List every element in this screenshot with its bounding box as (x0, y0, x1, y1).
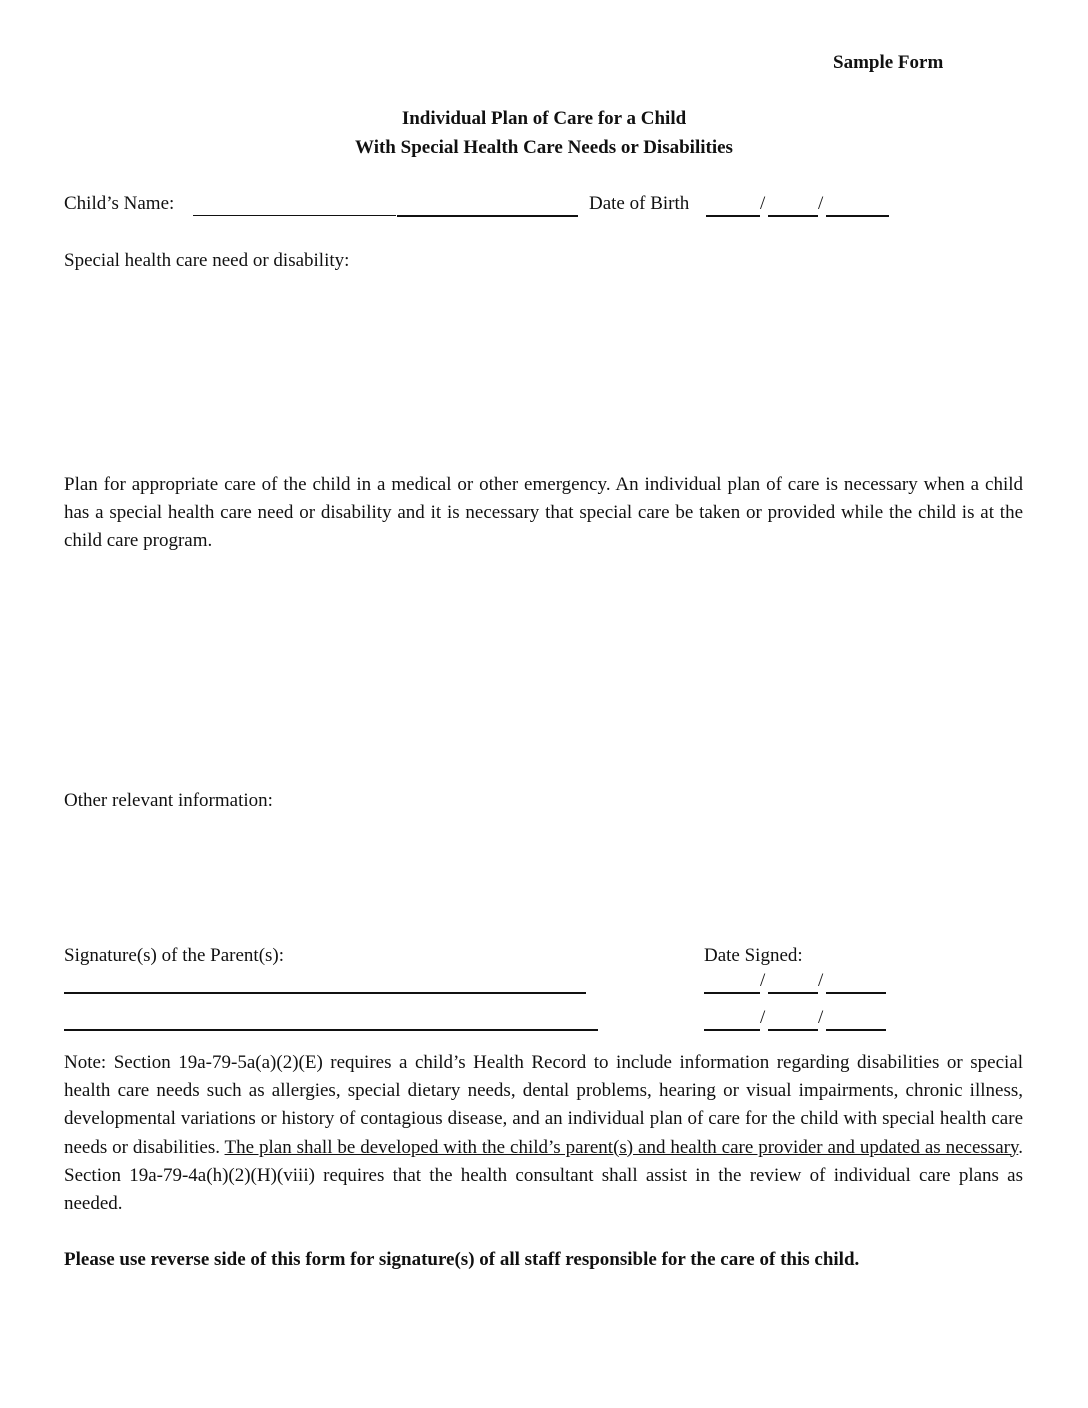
parent-signature-line-1[interactable] (64, 992, 586, 994)
date-signed-1-month[interactable] (704, 992, 760, 994)
dob-separator-1: / (760, 193, 766, 214)
parent-signature-line-2[interactable] (64, 1029, 598, 1031)
note-text-part2: . Section 19a-79-4a(h)(2)(H)(viii) requires that the health consultant shall assist in the review of individual care plans as needed. (64, 1136, 1023, 1215)
date-signed-2-day[interactable] (768, 1029, 818, 1031)
date-signed-label: Date Signed: (704, 945, 803, 966)
special-need-answer-area[interactable] (64, 280, 1023, 460)
childs-name-label: Child’s Name: (64, 193, 175, 214)
note-underlined-requirement: The plan shall be developed with the child’s parent(s) and health care provider and updated as necessary (224, 1136, 1019, 1158)
special-need-label: Special health care need or disability: (64, 250, 350, 271)
date-signed-1-day[interactable] (768, 992, 818, 994)
emergency-plan-text: Plan for appropriate care of the child in a medical or other emergency. An individual plan of care is necessary when a child has a special health care need or disability and it is necessary that special care be taken or provided while the child is at the child care program. (64, 474, 1023, 552)
childs-name-field-part1[interactable] (193, 215, 396, 216)
parent-signature-label: Signature(s) of the Parent(s): (64, 945, 285, 966)
form-title-line-1: Individual Plan of Care for a Child (401, 108, 687, 129)
sample-form-label: Sample Form (833, 52, 944, 73)
emergency-plan-answer-area[interactable] (64, 565, 1023, 780)
date-signed-2-month[interactable] (704, 1029, 760, 1031)
regulation-note (64, 1049, 1023, 1218)
date-signed-1-separator-1: / (760, 970, 766, 991)
childs-name-field-part2[interactable] (397, 215, 578, 217)
dob-year-field[interactable] (826, 215, 889, 217)
dob-separator-2: / (818, 193, 824, 214)
dob-month-field[interactable] (706, 215, 760, 217)
dob-day-field[interactable] (768, 215, 818, 217)
other-info-label: Other relevant information: (64, 790, 273, 811)
note-text-part1: Note: Section 19a-79-5a(a)(2)(E) requires a child’s Health Record to include information regarding disabilities or special health care needs such as allergies, special dietary needs, dental problems, hearing or visual impairments, chronic illness, developmental variations or history of contagious disease, and an individual plan of care for the child with special health care needs or disabilities. (64, 1052, 1023, 1158)
date-signed-1-separator-2: / (818, 970, 824, 991)
other-info-answer-area[interactable] (64, 820, 1023, 935)
date-signed-2-separator-1: / (760, 1007, 766, 1028)
date-of-birth-label: Date of Birth (589, 193, 690, 214)
date-signed-1-year[interactable] (826, 992, 886, 994)
date-signed-2-year[interactable] (826, 1029, 886, 1031)
reverse-side-instruction: Please use reverse side of this form for signature(s) of all staff responsible for the care of this child. (64, 1249, 860, 1270)
form-title-line-2: With Special Health Care Needs or Disabilities (355, 137, 733, 158)
date-signed-2-separator-2: / (818, 1007, 824, 1028)
